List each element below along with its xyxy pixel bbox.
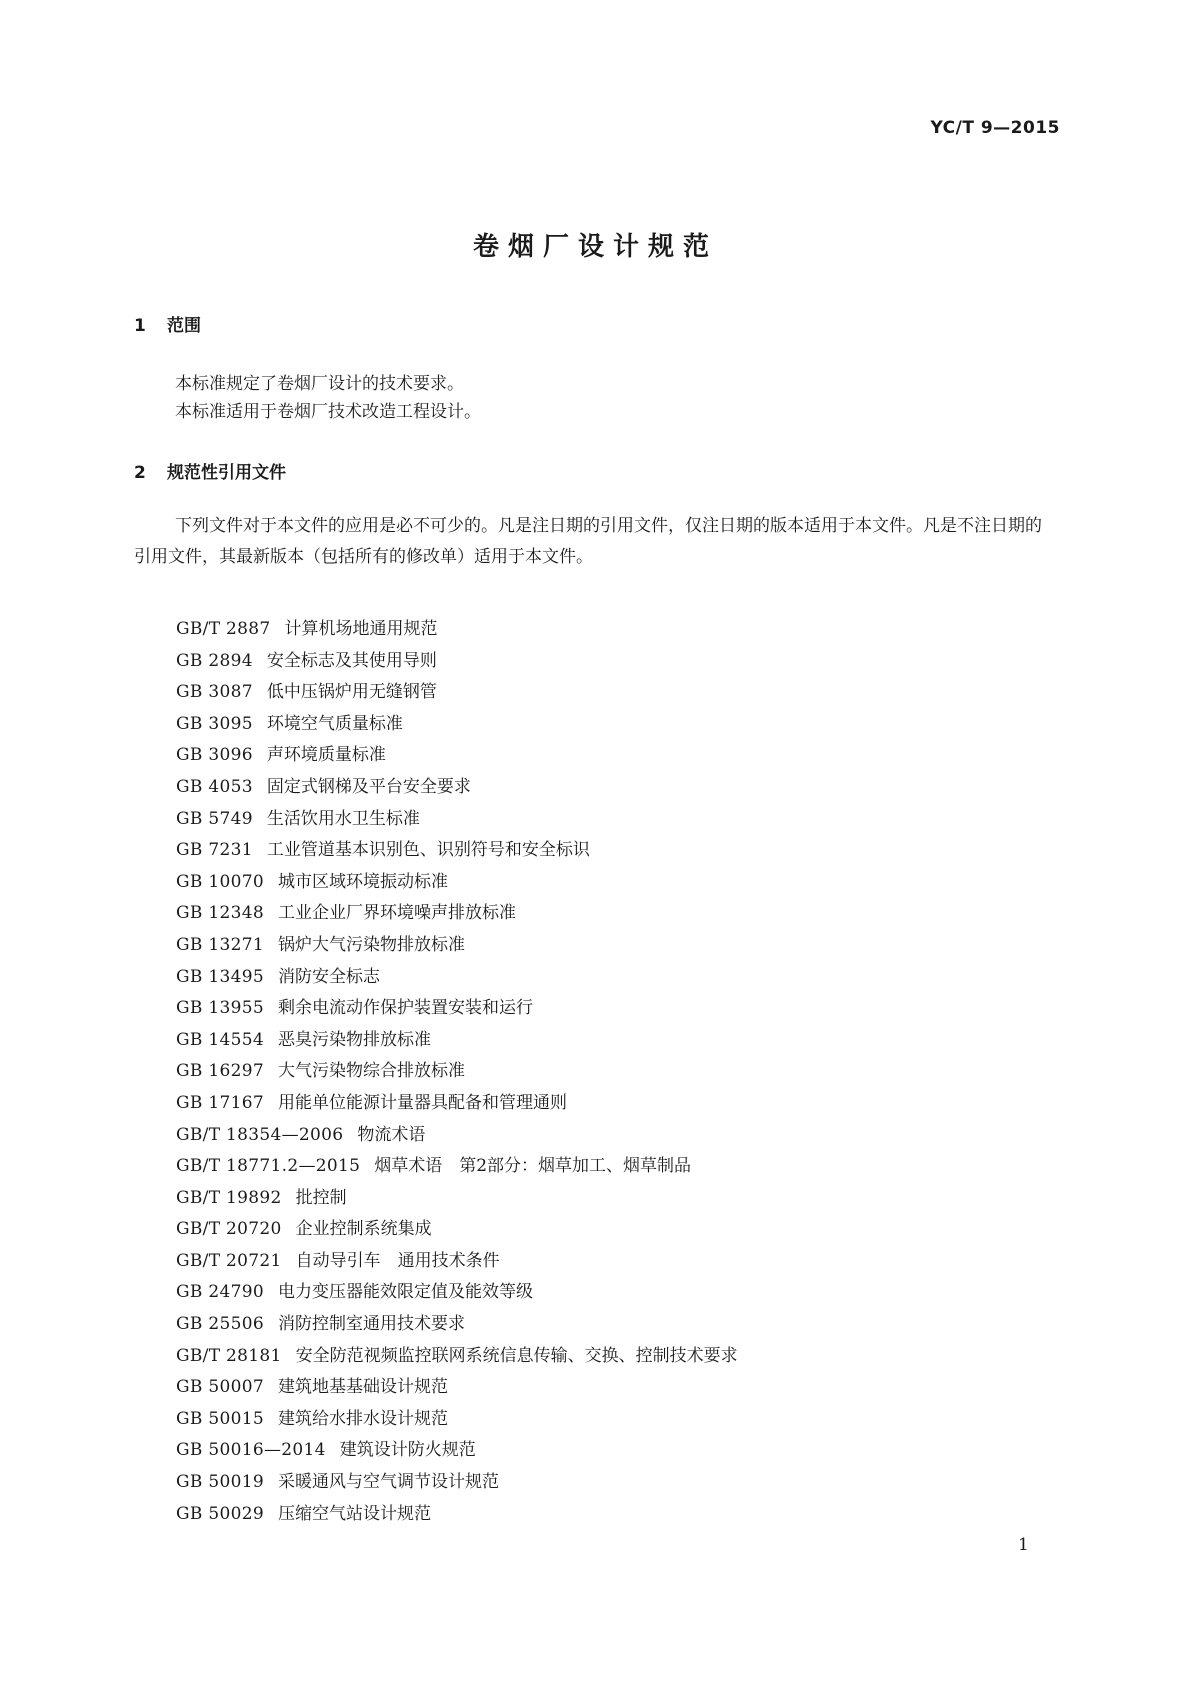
reference-code: GB/T 2887 bbox=[176, 619, 271, 639]
reference-title: 电力变压器能效限定值及能效等级 bbox=[277, 1282, 533, 1303]
reference-item bbox=[176, 1467, 738, 1499]
reference-title: 烟草术语 第2部分：烟草加工、烟草制品 bbox=[374, 1156, 692, 1177]
reference-item bbox=[176, 1120, 738, 1152]
reference-code: GB 25506 bbox=[176, 1314, 264, 1335]
reference-item bbox=[176, 898, 738, 930]
reference-title: 用能单位能源计量器具配备和管理通则 bbox=[277, 1092, 567, 1113]
section-title: 规范性引用文件 bbox=[167, 463, 286, 483]
reference-code: GB/T 19892 bbox=[176, 1187, 282, 1208]
references-intro: 下列文件对于本文件的应用是必不可少的。凡是注日期的引用文件，仅注日期的版本适用于本文件。凡是不注日期的引用文件，其最新版本（包括所有的修改单）适用于本文件。 bbox=[134, 516, 1042, 567]
section-number: 2 bbox=[134, 463, 146, 483]
reference-code: GB 2894 bbox=[176, 650, 253, 671]
reference-item bbox=[176, 1056, 738, 1088]
reference-code: GB 17167 bbox=[176, 1092, 264, 1113]
reference-title: 大气污染物综合排放标准 bbox=[277, 1061, 465, 1082]
reference-item bbox=[176, 1277, 738, 1309]
reference-code: GB 3087 bbox=[176, 682, 253, 703]
reference-item bbox=[176, 804, 738, 836]
reference-code: GB 3096 bbox=[176, 745, 253, 766]
reference-code: GB 12348 bbox=[176, 903, 264, 924]
reference-code: GB 7231 bbox=[176, 840, 253, 861]
reference-title: 建筑设计防火规范 bbox=[339, 1440, 476, 1461]
reference-item bbox=[176, 1341, 738, 1373]
reference-code: GB/T 20720 bbox=[176, 1219, 282, 1240]
reference-code: GB 13271 bbox=[176, 934, 264, 955]
section-title: 范围 bbox=[167, 316, 201, 336]
reference-title: 声环境质量标准 bbox=[266, 745, 386, 766]
reference-code: GB 50015 bbox=[176, 1408, 264, 1429]
section-1-heading bbox=[134, 311, 201, 336]
reference-title: 建筑地基基础设计规范 bbox=[277, 1377, 448, 1398]
reference-code: GB 50019 bbox=[176, 1472, 264, 1493]
scope-paragraph-1: 本标准规定了卷烟厂设计的技术要求。 bbox=[175, 374, 464, 394]
reference-item bbox=[176, 1214, 738, 1246]
reference-title: 恶臭污染物排放标准 bbox=[277, 1029, 431, 1050]
reference-item bbox=[176, 709, 738, 741]
reference-code: GB/T 20721 bbox=[176, 1250, 282, 1271]
reference-item bbox=[176, 1435, 738, 1467]
reference-title: 计算机场地通用规范 bbox=[284, 619, 438, 639]
reference-item bbox=[176, 1404, 738, 1436]
normative-references-list bbox=[176, 614, 738, 1530]
section-number: 1 bbox=[134, 316, 146, 336]
reference-code: GB/T 28181 bbox=[176, 1345, 282, 1366]
reference-title: 生活饮用水卫生标准 bbox=[266, 808, 420, 829]
reference-title: 安全标志及其使用导则 bbox=[266, 650, 437, 671]
reference-title: 物流术语 bbox=[357, 1124, 426, 1145]
reference-title: 低中压锅炉用无缝钢管 bbox=[266, 682, 437, 703]
reference-item bbox=[176, 962, 738, 994]
reference-title: 工业企业厂界环境噪声排放标准 bbox=[277, 903, 516, 924]
reference-item bbox=[176, 1183, 738, 1215]
reference-item bbox=[176, 1246, 738, 1278]
reference-code: GB 10070 bbox=[176, 871, 264, 892]
reference-code: GB 4053 bbox=[176, 776, 253, 797]
reference-item bbox=[176, 1088, 738, 1120]
reference-code: GB 24790 bbox=[176, 1282, 264, 1303]
reference-title: 固定式钢梯及平台安全要求 bbox=[266, 776, 471, 797]
reference-title: 建筑给水排水设计规范 bbox=[277, 1408, 448, 1429]
reference-item bbox=[176, 1025, 738, 1057]
reference-item bbox=[176, 1151, 738, 1183]
reference-title: 消防控制室通用技术要求 bbox=[277, 1314, 465, 1335]
reference-title: 采暖通风与空气调节设计规范 bbox=[277, 1472, 499, 1493]
reference-title: 企业控制系统集成 bbox=[295, 1219, 432, 1240]
reference-item bbox=[176, 740, 738, 772]
reference-title: 压缩空气站设计规范 bbox=[277, 1503, 431, 1524]
reference-code: GB 50029 bbox=[176, 1503, 264, 1524]
reference-code: GB 50016—2014 bbox=[176, 1440, 326, 1461]
reference-code: GB 50007 bbox=[176, 1377, 264, 1398]
reference-title: 消防安全标志 bbox=[277, 966, 380, 987]
reference-title: 剩余电流动作保护装置安装和运行 bbox=[277, 998, 533, 1019]
reference-code: GB 13955 bbox=[176, 998, 264, 1019]
reference-title: 自动导引车 通用技术条件 bbox=[295, 1250, 500, 1271]
scope-paragraph-2: 本标准适用于卷烟厂技术改造工程设计。 bbox=[175, 402, 481, 422]
document-title: 卷烟厂设计规范 bbox=[472, 232, 718, 262]
reference-code: GB 16297 bbox=[176, 1061, 264, 1082]
reference-title: 环境空气质量标准 bbox=[266, 713, 403, 734]
page-number: 1 bbox=[1018, 1535, 1029, 1555]
reference-item bbox=[176, 677, 738, 709]
reference-item bbox=[176, 993, 738, 1025]
reference-code: GB 5749 bbox=[176, 808, 253, 829]
reference-item bbox=[176, 1372, 738, 1404]
reference-item bbox=[176, 772, 738, 804]
reference-item bbox=[176, 614, 738, 646]
reference-title: 工业管道基本识别色、识别符号和安全标识 bbox=[266, 840, 590, 861]
reference-item bbox=[176, 867, 738, 899]
section-2-heading bbox=[134, 458, 286, 483]
reference-title: 批控制 bbox=[295, 1187, 347, 1208]
reference-code: GB 13495 bbox=[176, 966, 264, 987]
reference-code: GB/T 18771.2—2015 bbox=[176, 1156, 361, 1177]
reference-code: GB/T 18354—2006 bbox=[176, 1124, 344, 1145]
reference-title: 城市区域环境振动标准 bbox=[277, 871, 448, 892]
reference-title: 锅炉大气污染物排放标准 bbox=[277, 934, 465, 955]
reference-code: GB 14554 bbox=[176, 1029, 264, 1050]
reference-item bbox=[176, 930, 738, 962]
reference-item bbox=[176, 646, 738, 678]
reference-item bbox=[176, 835, 738, 867]
standard-number: YC/T 9—2015 bbox=[930, 118, 1060, 138]
reference-item bbox=[176, 1499, 738, 1531]
reference-code: GB 3095 bbox=[176, 713, 253, 734]
reference-item bbox=[176, 1309, 738, 1341]
reference-title: 安全防范视频监控联网系统信息传输、交换、控制技术要求 bbox=[295, 1345, 738, 1366]
